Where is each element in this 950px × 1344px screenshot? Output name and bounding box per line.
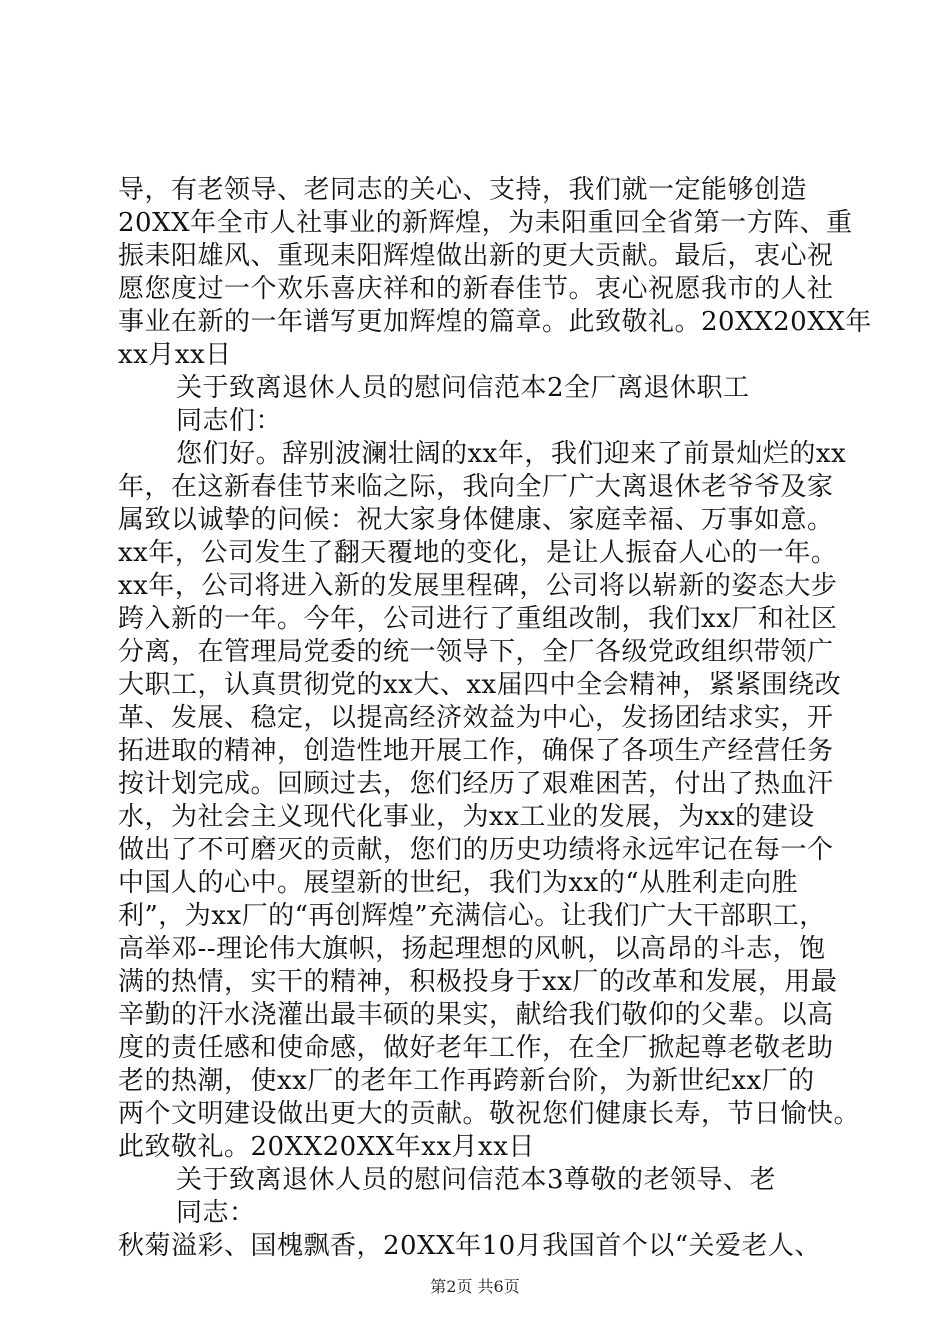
- text-line: 辛勤的汗水浇灌出最丰硕的果实，献给我们敬仰的父辈。以高: [118, 1000, 834, 1030]
- text-line: xx月xx日: [118, 340, 232, 370]
- text-line: 拓进取的精神，创造性地开展工作，确保了各项生产经营任务: [118, 736, 834, 766]
- text-line: 革、发展、稳定，以提高经济效益为中心，发扬团结求实，开: [118, 703, 834, 733]
- section-heading: 关于致离退休人员的慰问信范本2全厂离退休职工: [176, 373, 750, 403]
- text-line: 此致敬礼。20XX20XX年xx月xx日: [118, 1132, 535, 1162]
- salutation: 同志：: [176, 1198, 256, 1228]
- text-line: 按计划完成。回顾过去，您们经历了艰难困苦，付出了热血汗: [118, 769, 834, 799]
- text-line: 大职工，认真贯彻党的xx大、xx届四中全会精神，紧紧围绕改: [118, 670, 842, 700]
- text-line: xx年，公司发生了翻天覆地的变化，是让人振奋人心的一年。: [118, 538, 838, 568]
- text-line: 您们好。辞别波澜壮阔的xx年，我们迎来了前景灿烂的xx: [176, 439, 847, 469]
- text-line: 中国人的心中。展望新的世纪，我们为xx的“从胜利走向胜: [118, 868, 799, 898]
- text-line: 愿您度过一个欢乐喜庆祥和的新春佳节。衷心祝愿我市的人社: [118, 274, 834, 304]
- text-line: 满的热情，实干的精神，积极投身于xx厂的改革和发展，用最: [118, 967, 838, 997]
- text-line: 利”，为xx厂的“再创辉煌”充满信心。让我们广大干部职工，: [118, 901, 826, 931]
- section-heading: 关于致离退休人员的慰问信范本3尊敬的老领导、老: [176, 1165, 777, 1195]
- salutation: 同志们：: [176, 406, 283, 436]
- text-line: 20XX年全市人社事业的新辉煌，为耒阳重回全省第一方阵、重: [118, 208, 853, 238]
- text-line: 导，有老领导、老同志的关心、支持，我们就一定能够创造: [118, 175, 808, 205]
- text-line: 年，在这新春佳节来临之际，我向全厂广大离退休老爷爷及家: [118, 472, 834, 502]
- page-number: 第2页 共6页: [430, 1277, 520, 1296]
- text-line: 事业在新的一年谱写更加辉煌的篇章。此致敬礼。20XX20XX年: [118, 307, 872, 337]
- text-line: 两个文明建设做出更大的贡献。敬祝您们健康长寿，节日愉快。: [118, 1099, 861, 1129]
- text-line: 分离，在管理局党委的统一领导下，全厂各级党政组织带领广: [118, 637, 834, 667]
- text-line: 秋菊溢彩、国槐飘香，20XX年10月我国首个以“关爱老人、: [118, 1231, 821, 1261]
- text-line: 水，为社会主义现代化事业，为xx工业的发展，为xx的建设: [118, 802, 815, 832]
- text-line: 振耒阳雄风、重现耒阳辉煌做出新的更大贡献。最后，衷心祝: [118, 241, 834, 271]
- text-line: 做出了不可磨灭的贡献，您们的历史功绩将永远牢记在每一个: [118, 835, 834, 865]
- text-line: 老的热潮，使xx厂的老年工作再跨新台阶，为新世纪xx厂的: [118, 1066, 815, 1096]
- text-line: 属致以诚挚的问候：祝大家身体健康、家庭幸福、万事如意。: [118, 505, 834, 535]
- text-line: 跨入新的一年。今年，公司进行了重组改制，我们xx厂和社区: [118, 604, 838, 634]
- text-line: xx年，公司将进入新的发展里程碑，公司将以崭新的姿态大步: [118, 571, 838, 601]
- text-line: 高举邓--理论伟大旗帜，扬起理想的风帆，以高昂的斗志，饱: [118, 934, 826, 964]
- text-line: 度的责任感和使命感，做好老年工作，在全厂掀起尊老敬老助: [118, 1033, 834, 1063]
